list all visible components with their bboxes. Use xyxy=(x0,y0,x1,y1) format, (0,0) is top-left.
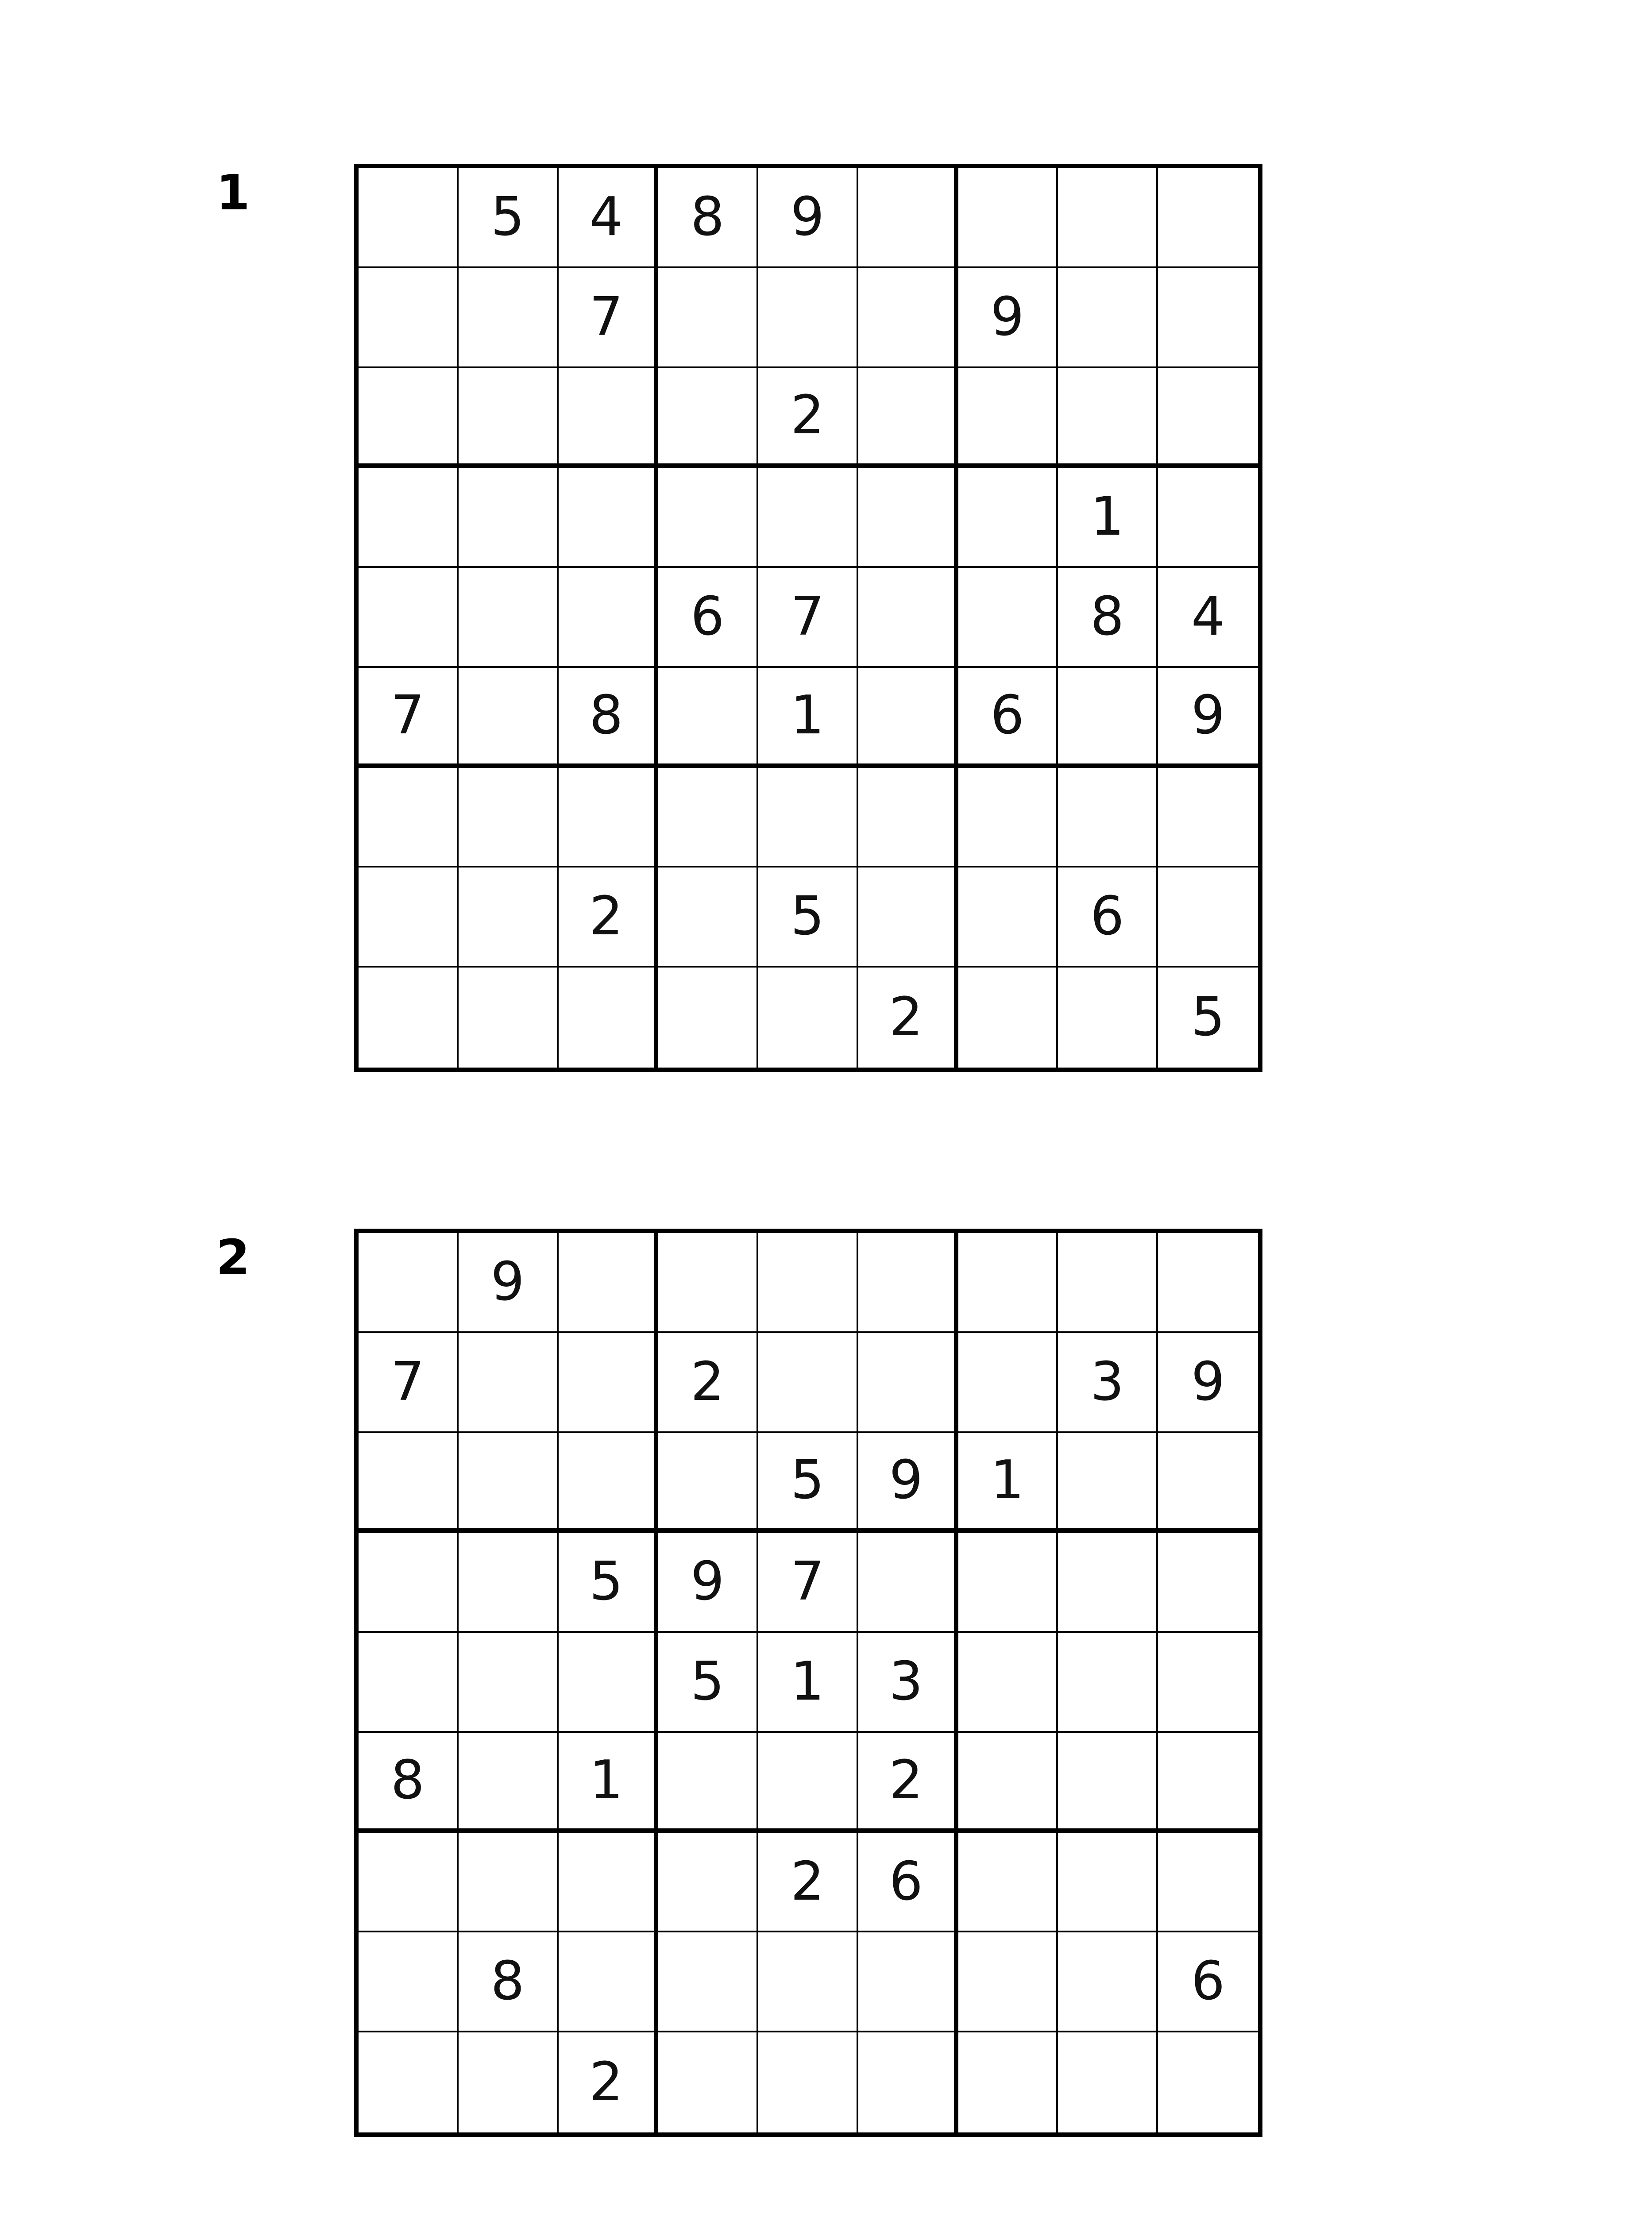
sudoku-puzzle-2 xyxy=(0,1220,1652,2132)
sudoku-cell-given[interactable]: 7 xyxy=(758,568,858,668)
sudoku-cell-empty[interactable] xyxy=(1058,668,1158,768)
sudoku-cell-empty[interactable] xyxy=(1158,1733,1258,1833)
sudoku-cell-empty[interactable] xyxy=(1158,1533,1258,1633)
sudoku-cell-empty[interactable] xyxy=(359,1233,459,1333)
sudoku-cell-empty[interactable] xyxy=(758,1333,858,1433)
sudoku-cell-empty[interactable] xyxy=(1058,2032,1158,2132)
sudoku-cell-empty[interactable] xyxy=(958,1633,1058,1733)
sudoku-cell-empty[interactable] xyxy=(359,1433,459,1533)
sudoku-cell-empty[interactable] xyxy=(958,468,1058,568)
sudoku-cell-given[interactable]: 5 xyxy=(1191,987,1225,1049)
sudoku-cell-given[interactable]: 5 xyxy=(658,1633,758,1733)
sudoku-cell-empty[interactable] xyxy=(758,1932,858,2032)
sudoku-cell-empty[interactable] xyxy=(559,1833,659,1933)
sudoku-grid xyxy=(354,1229,1262,2137)
sudoku-cell-given[interactable]: 9 xyxy=(459,1233,559,1333)
sudoku-cell-empty[interactable] xyxy=(1058,1733,1158,1833)
sudoku-cell-given[interactable]: 1 xyxy=(958,1433,1058,1533)
sudoku-cell-empty[interactable] xyxy=(1158,768,1258,868)
sudoku-cell-empty[interactable] xyxy=(1158,368,1258,468)
sudoku-cell-empty[interactable] xyxy=(758,468,858,568)
sudoku-cell-given[interactable]: 9 xyxy=(958,268,1058,368)
sudoku-cell-empty[interactable] xyxy=(1058,1932,1158,2032)
sudoku-cell-empty[interactable] xyxy=(758,2032,858,2132)
sudoku-cell-empty[interactable] xyxy=(1158,168,1258,268)
sudoku-cell-empty[interactable] xyxy=(459,568,559,668)
sudoku-cell-empty[interactable] xyxy=(858,568,958,668)
sudoku-cell-given[interactable]: 8 xyxy=(559,668,659,768)
sudoku-cell-empty[interactable] xyxy=(1058,1433,1158,1533)
sudoku-cell-empty[interactable] xyxy=(1158,1433,1258,1533)
sudoku-cell-given[interactable]: 1 xyxy=(559,1733,659,1833)
sudoku-cell-empty[interactable] xyxy=(559,1433,659,1533)
sudoku-cell-empty[interactable] xyxy=(359,867,459,968)
sudoku-puzzle-1 xyxy=(0,155,1652,1067)
sudoku-cell-empty[interactable] xyxy=(359,968,459,1068)
sudoku-cell-empty[interactable] xyxy=(658,1233,758,1333)
sudoku-cell-given[interactable]: 6 xyxy=(858,1833,958,1933)
sudoku-cell-empty[interactable] xyxy=(958,168,1058,268)
sudoku-cell-empty[interactable] xyxy=(559,568,659,668)
sudoku-cell-given[interactable]: 9 xyxy=(1158,668,1258,768)
sudoku-cell-given[interactable]: 9 xyxy=(658,1533,758,1633)
sudoku-cell-empty[interactable] xyxy=(758,768,858,868)
sudoku-cell-empty[interactable] xyxy=(559,968,659,1068)
sudoku-cell-empty[interactable] xyxy=(459,768,559,868)
sudoku-cell-empty[interactable] xyxy=(1158,1833,1258,1933)
sudoku-cell-given[interactable]: 6 xyxy=(1058,867,1158,968)
sudoku-cell-empty[interactable] xyxy=(559,1333,659,1433)
sudoku-cell-empty[interactable] xyxy=(958,968,1058,1068)
sudoku-cell-empty[interactable] xyxy=(1158,1633,1258,1733)
sudoku-cell-empty[interactable] xyxy=(359,468,459,568)
sudoku-cell-empty[interactable] xyxy=(858,768,958,868)
sudoku-cell-empty[interactable] xyxy=(858,2032,958,2132)
puzzle-number: 2 xyxy=(216,1229,250,1286)
sudoku-cell-empty[interactable] xyxy=(1058,1533,1158,1633)
sudoku-cell-empty[interactable] xyxy=(658,1733,758,1833)
sudoku-grid xyxy=(354,164,1262,1072)
sudoku-cell-empty[interactable] xyxy=(858,1333,958,1433)
sudoku-cell-empty[interactable] xyxy=(359,1833,459,1933)
sudoku-cell-empty[interactable] xyxy=(658,268,758,368)
sudoku-cell-empty[interactable] xyxy=(958,368,1058,468)
sudoku-cell-given[interactable]: 1 xyxy=(1058,468,1158,568)
sudoku-cell-empty[interactable] xyxy=(858,468,958,568)
sudoku-cell-empty[interactable] xyxy=(658,1932,758,2032)
sudoku-cell-given[interactable]: 4 xyxy=(1158,568,1258,668)
sudoku-cell-given[interactable]: 8 xyxy=(658,168,758,268)
sudoku-cell-empty[interactable] xyxy=(958,867,1058,968)
sudoku-cell-empty[interactable] xyxy=(658,2032,758,2132)
sudoku-cell-given[interactable]: 5 xyxy=(559,1533,659,1633)
sudoku-cell-empty[interactable] xyxy=(1058,268,1158,368)
sudoku-cell-given[interactable]: 5 xyxy=(758,867,858,968)
sudoku-cell-empty[interactable] xyxy=(858,168,958,268)
sudoku-cell-empty[interactable] xyxy=(958,1833,1058,1933)
sudoku-cell-given[interactable]: 8 xyxy=(359,1733,459,1833)
sudoku-cell-empty[interactable] xyxy=(858,867,958,968)
sudoku-cell-empty[interactable] xyxy=(1058,968,1158,1068)
sudoku-cell-empty[interactable] xyxy=(359,568,459,668)
sudoku-cell-given[interactable]: 2 xyxy=(758,368,858,468)
sudoku-cell-empty[interactable] xyxy=(1058,368,1158,468)
sudoku-cell-given[interactable]: 5 xyxy=(758,1433,858,1533)
sudoku-cell-empty[interactable] xyxy=(958,2032,1058,2132)
sudoku-cell-empty[interactable] xyxy=(559,1932,659,2032)
sudoku-cell-empty[interactable] xyxy=(1058,1833,1158,1933)
sudoku-cell-empty[interactable] xyxy=(858,1533,958,1633)
sudoku-cell-empty[interactable] xyxy=(758,1233,858,1333)
sudoku-cell-empty[interactable] xyxy=(858,1932,958,2032)
sudoku-cell-given[interactable]: 3 xyxy=(1058,1333,1158,1433)
sudoku-cell-empty[interactable] xyxy=(1058,768,1158,868)
sudoku-cell-empty[interactable] xyxy=(459,668,559,768)
sudoku-cell-given[interactable]: 2 xyxy=(559,867,659,968)
sudoku-cell-given[interactable]: 9 xyxy=(1158,1333,1258,1433)
sudoku-cell-empty[interactable] xyxy=(1058,1233,1158,1333)
sudoku-cell-empty[interactable] xyxy=(459,368,559,468)
sudoku-cell-empty[interactable] xyxy=(459,1533,559,1633)
sudoku-cell-given[interactable]: 9 xyxy=(758,168,858,268)
sudoku-cell-empty[interactable] xyxy=(359,2032,459,2132)
sudoku-cell-given[interactable]: 2 xyxy=(758,1833,858,1933)
sudoku-cell-empty[interactable] xyxy=(1158,468,1258,568)
sudoku-cell-empty[interactable] xyxy=(559,468,659,568)
sudoku-cell-empty[interactable] xyxy=(958,768,1058,868)
sudoku-cell-empty[interactable] xyxy=(459,2032,559,2132)
sudoku-cell-given[interactable]: 1 xyxy=(758,1633,858,1733)
sudoku-cell-given[interactable]: 6 xyxy=(658,568,758,668)
sudoku-cell-empty[interactable] xyxy=(1158,867,1258,968)
sudoku-cell-empty[interactable] xyxy=(559,1233,659,1333)
sudoku-cell-given[interactable]: 6 xyxy=(1158,1932,1258,2032)
sudoku-cell-empty[interactable] xyxy=(459,1833,559,1933)
sudoku-cell-empty[interactable] xyxy=(559,768,659,868)
sudoku-cell-empty[interactable] xyxy=(958,1932,1058,2032)
sudoku-cell-empty[interactable] xyxy=(658,1433,758,1533)
sudoku-cell-empty[interactable] xyxy=(758,968,858,1068)
sudoku-cell-given[interactable]: 6 xyxy=(958,668,1058,768)
sudoku-cell-empty[interactable] xyxy=(658,768,758,868)
sudoku-cell-empty[interactable] xyxy=(958,1733,1058,1833)
sudoku-cell-given[interactable]: 8 xyxy=(1058,568,1158,668)
sudoku-cell-empty[interactable] xyxy=(459,1333,559,1433)
sudoku-cell-given[interactable]: 7 xyxy=(758,1533,858,1633)
sudoku-cell-empty[interactable] xyxy=(858,1233,958,1333)
sudoku-cell-empty[interactable] xyxy=(658,968,758,1068)
sudoku-cell-empty[interactable] xyxy=(359,1932,459,2032)
sudoku-cell-empty[interactable] xyxy=(459,867,559,968)
sudoku-cell-given[interactable]: 7 xyxy=(359,668,459,768)
sudoku-cell-empty[interactable] xyxy=(758,1733,858,1833)
sudoku-cell-empty[interactable] xyxy=(459,268,559,368)
sudoku-cell-empty[interactable] xyxy=(658,368,758,468)
sudoku-cell-given[interactable]: 5 xyxy=(459,168,559,268)
sudoku-cell-given[interactable]: 7 xyxy=(559,268,659,368)
sudoku-cell-given[interactable]: 2 xyxy=(858,1733,958,1833)
sudoku-cell-empty[interactable] xyxy=(658,1833,758,1933)
sudoku-cell-empty[interactable] xyxy=(858,268,958,368)
sudoku-cell-empty[interactable] xyxy=(559,368,659,468)
sudoku-cell-empty[interactable] xyxy=(658,468,758,568)
sudoku-cell-empty[interactable] xyxy=(459,468,559,568)
sudoku-cell-given[interactable]: 8 xyxy=(459,1932,559,2032)
sudoku-cell-empty[interactable] xyxy=(459,1633,559,1733)
puzzle-number: 1 xyxy=(216,164,250,221)
sudoku-cell-empty[interactable] xyxy=(1158,268,1258,368)
sudoku-cell-empty[interactable] xyxy=(359,768,459,868)
sudoku-cell-empty[interactable] xyxy=(658,668,758,768)
sudoku-cell-empty[interactable] xyxy=(559,1633,659,1733)
sudoku-cell-empty[interactable] xyxy=(1158,1233,1258,1333)
sudoku-cell-empty[interactable] xyxy=(459,1433,559,1533)
sudoku-cell-empty[interactable] xyxy=(1158,2032,1258,2132)
sudoku-cell-empty[interactable] xyxy=(958,1233,1058,1333)
sudoku-cell-empty[interactable] xyxy=(359,368,459,468)
sudoku-cell-given[interactable]: 1 xyxy=(758,668,858,768)
sudoku-cell-given[interactable]: 7 xyxy=(359,1333,459,1433)
sudoku-cell-empty[interactable] xyxy=(459,968,559,1068)
sudoku-cell-empty[interactable] xyxy=(1058,1633,1158,1733)
sudoku-cell-empty[interactable] xyxy=(658,867,758,968)
sudoku-cell-given[interactable]: 2 xyxy=(658,1333,758,1433)
sudoku-cell-given[interactable]: 9 xyxy=(858,1433,958,1533)
sudoku-cell-empty[interactable] xyxy=(459,1733,559,1833)
sudoku-cell-empty[interactable] xyxy=(958,1333,1058,1433)
sudoku-cell-empty[interactable] xyxy=(758,268,858,368)
sudoku-cell-empty[interactable] xyxy=(858,668,958,768)
sudoku-cell-given[interactable]: 2 xyxy=(858,968,958,1068)
sudoku-cell-empty[interactable] xyxy=(958,568,1058,668)
sudoku-cell-empty[interactable] xyxy=(359,268,459,368)
sudoku-cell-empty[interactable] xyxy=(958,1533,1058,1633)
sudoku-cell-empty[interactable] xyxy=(359,1533,459,1633)
sudoku-cell-given[interactable]: 3 xyxy=(858,1633,958,1733)
sudoku-cell-empty[interactable] xyxy=(1058,168,1158,268)
sudoku-cell-given[interactable]: 2 xyxy=(559,2032,659,2132)
sudoku-cell-given[interactable]: 4 xyxy=(559,168,659,268)
sudoku-cell-empty[interactable] xyxy=(359,168,459,268)
sudoku-cell-empty[interactable] xyxy=(858,368,958,468)
sudoku-cell-empty[interactable] xyxy=(359,1633,459,1733)
